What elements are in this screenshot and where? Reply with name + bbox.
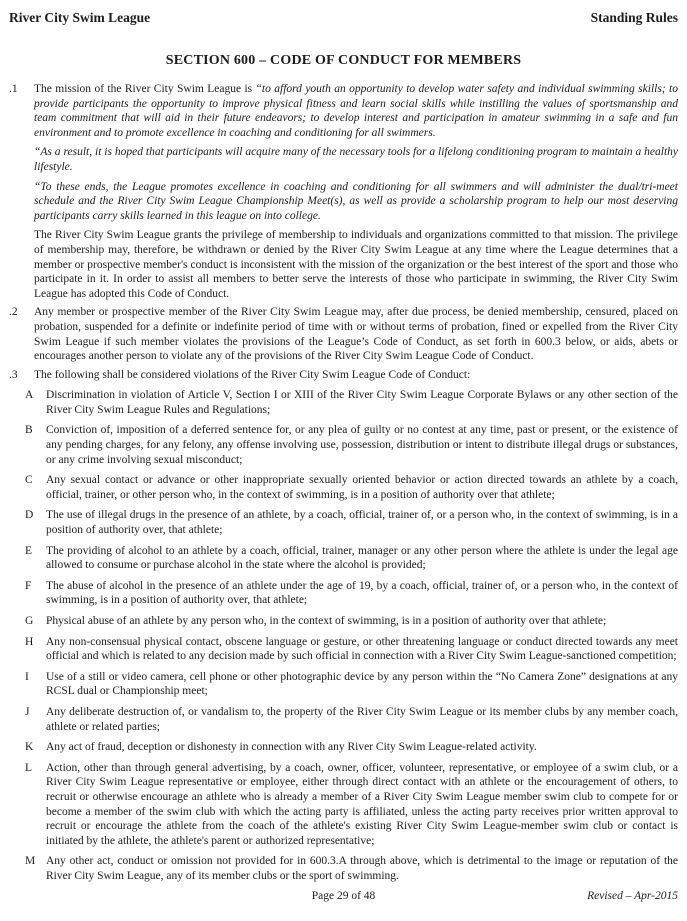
item-body bbox=[34, 82, 678, 301]
item-letter: C bbox=[25, 474, 33, 487]
membership-paragraph: The River City Swim League grants the privilege of membership to individuals and organizations committed to that mission. The privilege of membership may, therefore, be withdrawn or denied by the River City Swim League at any time where the League determines that a member or prospective member's conduct is inconsistent with the mission of the organization or the best interest of the sport and those who participate in it. In order to assist all members to better serve the interests of those who participate in swimming, the River City Swim League has adopted this Code of Conduct. bbox=[34, 229, 678, 300]
item-number: .1 bbox=[9, 83, 18, 95]
item-text: The use of illegal drugs in the presence of an athlete, by a coach, official, trainer of, or a person who, in the context of swimming, is in a position of authority over, that athlete; bbox=[46, 509, 678, 537]
item-text: Conviction of, imposition of a deferred sentence for, or any plea of guilty or no contest at any time, past or present, or the existence of any pending charges, for any felony, any offense involving use, possession, distribution or intent to distribute illegal drugs or substances, or any crime involving sexual misconduct; bbox=[46, 424, 678, 466]
item-letter: F bbox=[25, 579, 32, 592]
item-body: Any member or prospective member of the River City Swim League may, after due process, be denied membership, censured, placed on probation, suspended for a definite or indefinite period of time with or without terms of probation, fined or expelled from the River City Swim League if such member violates the provisions of the League’s Code of Conduct, as set forth in 600.3 below, or aids, abets or encourages another person to violate any of the provisions of the River City Swim League Code of Conduct. bbox=[34, 306, 678, 363]
mission-quote-text: “to afford youth an opportunity to develop water safety and individual swimming skills; to provide participants the opportunity to improve physical fitness and learn social skills while instilling the values of sportsmanship and team commitment that will aid in their future endeavors; to develop interest and participation in amateur swimming in a safe and fun environment and to promote excellence in coaching and conditioning for all swimmers. bbox=[34, 83, 678, 139]
violation-item-l bbox=[25, 761, 678, 849]
violation-item-k bbox=[25, 740, 678, 755]
item-letter: B bbox=[25, 424, 33, 437]
item-letter: E bbox=[25, 544, 33, 557]
page-title: SECTION 600 – CODE OF CONDUCT FOR MEMBERS bbox=[165, 53, 522, 68]
item-letter: J bbox=[25, 705, 30, 718]
violation-item-g bbox=[25, 614, 678, 629]
item-letter: L bbox=[25, 761, 33, 774]
violation-item-b bbox=[25, 423, 678, 467]
rule-item-3 bbox=[9, 368, 678, 383]
item-text: The abuse of alcohol in the presence of an athlete under the age of 19, by a coach, official, trainer of, or a person who, in the context of swimming, is in a position of authority over, that athlete; bbox=[46, 579, 678, 607]
item-letter: M bbox=[25, 855, 36, 868]
item-number: .2 bbox=[9, 306, 18, 319]
header-right-text: Standing Rules bbox=[590, 10, 678, 25]
rule-item-2 bbox=[9, 305, 678, 363]
page-number: Page 29 of 48 bbox=[311, 890, 376, 902]
header-left-text: River City Swim League bbox=[9, 10, 151, 25]
item-letter: I bbox=[25, 670, 29, 683]
item-letter: H bbox=[25, 635, 34, 648]
item-text: Action, other than through general advertising, by a coach, owner, officer, volunteer, representative, or employee of a swim club, or a River City Swim League representative or employee, either through direct contact with an athlete or the encouragement of others, to recruit or otherwise encourage an athlete who is already a member of a River City Swim League member swim club to compete for or become a member of the swim club with which the acting party is affiliated, unless the acting party receives prior written approval to recruit or encourage the athlete from the coach of the athlete's existing River City Swim League-member swim club or contact is initiated by the athlete, the athlete's parent or authorized representative; bbox=[46, 761, 678, 847]
violation-item-m bbox=[25, 854, 678, 883]
item-letter: D bbox=[25, 509, 34, 522]
item-text: Use of a still or video camera, cell phone or other photographic device by any person within the “No Camera Zone” designations at any RCSL dual or Championship meet; bbox=[46, 670, 678, 698]
mission-paragraph bbox=[34, 82, 678, 140]
item-text: Any other act, conduct or omission not provided for in 600.3.A through above, which is detrimental to the image or reputation of the River City Swim League, any of its member clubs or the sport of swimming. bbox=[46, 855, 678, 882]
item-text: Any deliberate destruction of, or vandalism to, the property of the River City Swim League or its member clubs by any member coach, athlete or related parties; bbox=[46, 705, 678, 733]
violation-item-j bbox=[25, 705, 678, 734]
item-letter: K bbox=[25, 741, 34, 754]
violation-item-a bbox=[25, 388, 678, 417]
item-text: Any non-consensual physical contact, obscene language or gesture, or other threatening language or conduct directed towards any meet official and which is related to any decision made by such official in connection with a River City Swim League-sanctioned competition; bbox=[46, 635, 678, 663]
item-text: The providing of alcohol to an athlete by a coach, official, trainer, manager or any other person where the athlete is under the legal age allowed to consume or purchase alcohol in the state where the alcohol is provided; bbox=[46, 544, 678, 572]
item-text: Physical abuse of an athlete by any person who, in the context of swimming, is in a position of authority over that athlete; bbox=[46, 615, 607, 627]
item-letter: G bbox=[25, 615, 34, 627]
result-paragraph: “As a result, it is hoped that participants will acquire many of the necessary tools for a lifelong conditioning program to maintain a healthy lifestyle. bbox=[34, 146, 678, 173]
item-number: .3 bbox=[9, 368, 18, 381]
violation-item-d bbox=[25, 508, 678, 537]
rule-item-1 bbox=[9, 82, 678, 301]
item-text: Any act of fraud, deception or dishonesty in connection with any River City Swim League-related activity. bbox=[46, 741, 537, 754]
violation-item-f bbox=[25, 579, 678, 608]
violation-item-h bbox=[25, 635, 678, 664]
item-letter: A bbox=[25, 389, 34, 402]
document-content bbox=[9, 82, 678, 884]
page-footer bbox=[9, 890, 678, 904]
item-text: Any sexual contact or advance or other inappropriate sexually oriented behavior or action directed towards an athlete by a coach, official, trainer, or other person who, in the context of swimming, is in a position of authority over that athlete; bbox=[46, 474, 678, 501]
violation-item-i bbox=[25, 670, 678, 699]
revision-note: Revised – Apr-2015 bbox=[587, 890, 678, 902]
item-text: Discrimination in violation of Article V, Section I or XIII of the River City Swim League Corporate Bylaws or any other section of the River City Swim League Rules and Regulations; bbox=[46, 389, 678, 416]
ends-paragraph: “To these ends, the League promotes excellence in coaching and conditioning for all swimmers and will administer the dual/tri-meet schedule and the River City Swim League Championship Meet(s), as well as provide a scholarship program to help our most deserving participants carry skills learned in this league on into college. bbox=[34, 180, 678, 222]
page-header bbox=[9, 10, 678, 26]
item-body: The following shall be considered violations of the River City Swim League Code of Conduct: bbox=[34, 368, 471, 381]
mission-intro-text: The mission of the River City Swim League is bbox=[34, 83, 256, 95]
violation-item-e bbox=[25, 544, 678, 573]
violation-item-c bbox=[25, 473, 678, 502]
